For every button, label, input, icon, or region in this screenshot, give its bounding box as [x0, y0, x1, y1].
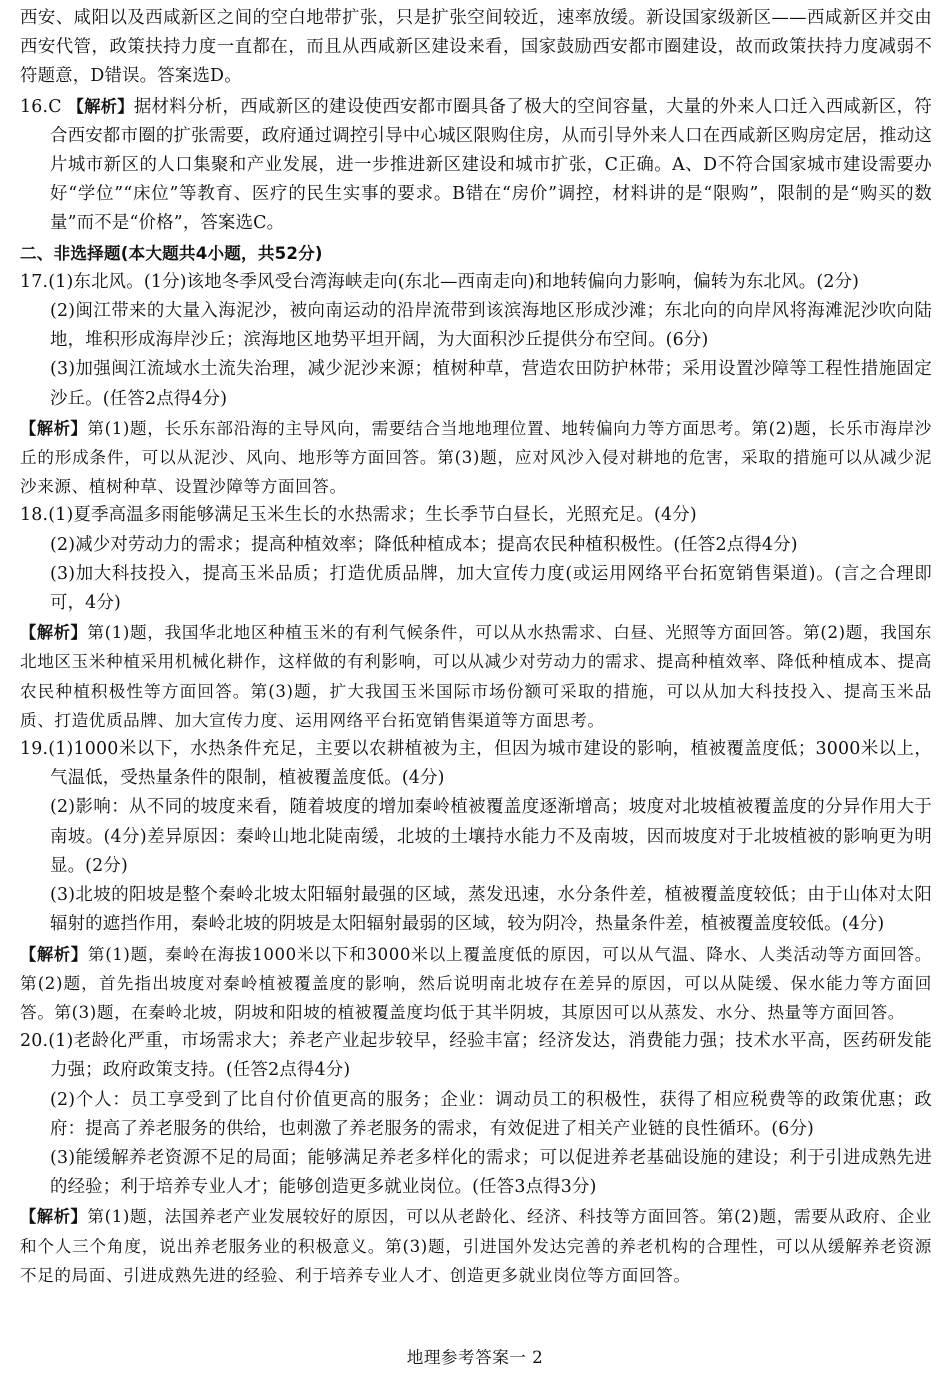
q17-answer-1: 17.(1)东北风。(1分)该地冬季风受台湾海峡走向(东北—西南走向)和地转偏向力影响，偏转为东北风。(2分) — [20, 271, 860, 292]
q16-block — [20, 92, 932, 239]
answer-document — [20, 4, 932, 1290]
q16-number: 16. — [20, 96, 49, 117]
q18-answer-3: (3)加大科技投入，提高玉米品质；打造优质品牌，加大宣传力度(或运用网络平台拓宽销售渠道)。(言之合理即可，4分) — [50, 563, 932, 614]
q16-analysis-tag: 【解析】 — [67, 96, 134, 116]
q20-analysis-tag: 【解析】 — [20, 1207, 88, 1227]
q20-answer-2: (2)个人：员工享受到了比自付价值更高的服务；企业：调动员工的积极性，获得了相应税费等的政策优惠；政府：提高了养老服务的供给，也刺激了养老服务的需求，有效促进了相关产业链的良性循环。(6分) — [50, 1089, 932, 1139]
q19-explanation: 【解析】第(1)题，秦岭在海拔1000米以下和3000米以上覆盖度低的原因，可以从气温、降水、人类活动等方面回答。第(2)题，首先指出坡度对秦岭植被覆盖度的影响，然后说明南北坡存在差异的原因，可以从陡缓、保水能力等方面回答。第(3)题，在秦岭北坡，阴坡和阳坡的植被覆盖度均低于其半阴坡，其原因可以从蒸发、水分、热量等方面回答。 — [20, 944, 932, 1022]
section-heading: 二、非选择题(本大题共4小题，共52分) — [20, 243, 323, 263]
q18-answer-1: 18.(1)夏季高温多雨能够满足玉米生长的水热需求；生长季节白昼长，光照充足。(4分) — [20, 505, 697, 526]
q19-number: 19. — [20, 739, 49, 760]
q18-sub-answers — [20, 531, 932, 619]
q19-sub-answers — [20, 793, 932, 939]
q19-answer-1: 19.(1)1000米以下，水热条件充足，主要以农耕植被为主，但因为城市建设的影响，植被覆盖度低；3000米以上，气温低，受热量条件的限制，植被覆盖度低。(4分) — [20, 739, 932, 789]
q18-answer-2: (2)减少对劳动力的需求；提高种植效率；降低种植成本；提高农民种植积极性。(任答2点得4分) — [50, 534, 798, 555]
q17-number: 17. — [20, 271, 49, 292]
q17-sub-answers — [20, 297, 932, 414]
page-footer: 地理参考答案一 2 — [406, 1348, 544, 1367]
q17-answer-2: (2)闽江带来的大量入海泥沙，被向南运动的沿岸流带到该滨海地区形成沙滩；东北向的向岸风将海滩泥沙吹向陆地，堆积形成海岸沙丘；滨海地区地势平坦开阔，为大面积沙丘提供分布空间。(6分) — [50, 301, 932, 351]
q19-analysis-tag: 【解析】 — [20, 944, 88, 964]
q20-answer-1: 20.(1)老龄化严重，市场需求大；养老产业起步较早，经验丰富；经济发达，消费能力强；技术水平高，医药研发能力强；政府政策支持。(任答2点得4分) — [20, 1031, 932, 1081]
q19-answer-3: (3)北坡的阳坡是整个秦岭北坡太阳辐射最强的区域，蒸发迅速，水分条件差，植被覆盖度较低；由于山体对太阳辐射的遮挡作用，秦岭北坡的阴坡是太阳辐射最弱的区域，较为阴冷，热量条件差，植被覆盖度较低。(4分) — [50, 885, 932, 935]
q17-answer-3: (3)加强闽江流域水土流失治理，减少泥沙来源；植树种草，营造农田防护林带；采用设置沙障等工程性措施固定沙丘。(任答2点得4分) — [50, 359, 932, 409]
q20-answer-3: (3)能缓解养老资源不足的局面；能够满足养老多样化的需求；可以促进养老基础设施的建设；利于引进成熟先进的经验；利于培养专业人才；能够创造更多就业岗位。(任答3点得3分) — [50, 1147, 932, 1198]
q18-analysis-tag: 【解析】 — [20, 623, 88, 643]
q17-explanation: 【解析】第(1)题，长乐东部沿海的主导风向，需要结合当地地理位置、地转偏向力等方面思考。第(2)题，长乐市海岸沙丘的形成条件，可以从泥沙、风向、地形等方面回答。第(3)题，应对风沙入侵对耕地的危害，采取的措施可以从减少泥沙来源、植树种草、设置沙障等方面回答。 — [20, 418, 932, 497]
q17-analysis-tag: 【解析】 — [20, 418, 88, 438]
q18-explanation: 【解析】第(1)题，我国华北地区种植玉米的有利气候条件，可以从水热需求、白昼、光照等方面回答。第(2)题，我国东北地区玉米种植采用机械化耕作，这样做的有利影响，可以从减少对劳动力的需求、提高种植效率、降低种植成本、提高农民种植积极性等方面回答。第(3)题，扩大我国玉米国际市场份额可采取的措施，可以从加大科技投入、提高玉米品质、打造优质品牌、加大宣传力度、运用网络平台拓宽销售渠道等方面思考。 — [20, 623, 932, 730]
q19-answer-2: (2)影响：从不同的坡度来看，随着坡度的增加秦岭植被覆盖度逐渐增高；坡度对北坡植被覆盖度的分异作用大于南坡。(4分)差异原因：秦岭山地北陡南缓，北坡的土壤持水能力不及南坡，因而坡度对于北坡植被的影响更为明显。(2分) — [50, 797, 932, 876]
q16-answer: C — [48, 96, 62, 117]
q16-analysis: 据材料分析，西咸新区的建设使西安都市圈具备了极大的空间容量，大量的外来人口迁入西咸新区，符合西安都市圈的扩张需要，政府通过调控引导中心城区限购住房，从而引导外来人口在西咸新区购房定居，推动这片城市新区的人口集聚和产业发展，进一步推进新区建设和城市扩张，C正确。A、D不符合国家城市建设需要办好“学位”“床位”等教育、医疗的民生实事的要求。B错在“房价”调控，材料讲的是“限购”，限制的是“购买的数量”而不是“价格”，答案选C。 — [50, 96, 932, 234]
q20-explanation: 【解析】第(1)题，法国养老产业发展较好的原因，可以从老龄化、经济、科技等方面回答。第(2)题，需要从政府、企业和个人三个角度，说出养老服务业的积极意义。第(3)题，引进国外发达完善的养老机构的合理性，可以从缓解养老资源不足的局面、引进成熟先进的经验、利于培养专业人才、创造更多就业岗位等方面回答。 — [20, 1207, 932, 1285]
q20-number: 20. — [20, 1031, 49, 1052]
q20-sub-answers — [20, 1086, 932, 1203]
q15-continuation: 西安、咸阳以及西咸新区之间的空白地带扩张，只是扩张空间较近，速率放缓。新设国家级新区——西咸新区并交由西安代管，政策扶持力度一直都在，而且从西咸新区建设来看，国家鼓励西安都市圈建设，故而政策扶持力度减弱不符题意，D错误。答案选D。 — [20, 8, 932, 87]
q18-number: 18. — [20, 505, 49, 526]
